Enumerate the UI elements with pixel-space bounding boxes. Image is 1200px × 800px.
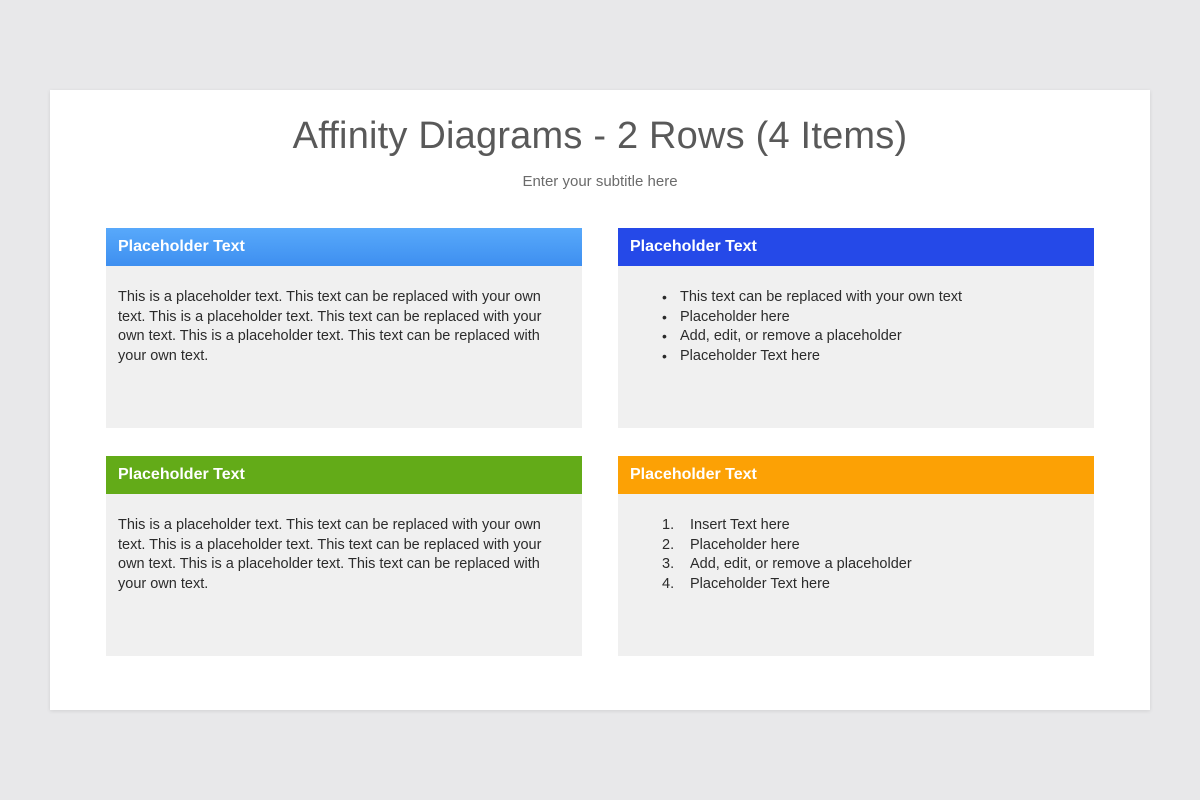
affinity-grid [106, 228, 1094, 656]
card-title-1: Placeholder Text [118, 238, 245, 255]
card-header-3 [106, 456, 582, 494]
card-title-4: Placeholder Text [630, 466, 757, 483]
card-paragraph-1: This is a placeholder text. This text can be replaced with your own text. This is a placeholder text. This text can be replaced with your own text. This is a placeholder text. This text can be replaced with your own text. [118, 289, 542, 364]
card-body-2 [618, 266, 1094, 428]
slide-canvas [50, 90, 1150, 710]
affinity-card-2[interactable] [618, 228, 1094, 428]
page-subtitle: Enter your subtitle here [522, 173, 678, 190]
affinity-card-1[interactable] [106, 228, 582, 428]
list-item: Placeholder Text here [690, 575, 830, 592]
card-body-4 [618, 494, 1094, 656]
list-item: • Add, edit, or remove a placeholder [662, 327, 1076, 347]
list-item: • Placeholder here [662, 308, 1076, 328]
affinity-card-3[interactable] [106, 456, 582, 656]
affinity-card-4[interactable] [618, 456, 1094, 656]
card-title-3: Placeholder Text [118, 466, 245, 483]
card-title-2: Placeholder Text [630, 238, 757, 255]
card-bullet-list-2 [630, 288, 1076, 366]
card-header-4 [618, 456, 1094, 494]
list-item: • This text can be replaced with your own text [662, 288, 1076, 308]
card-body-3 [106, 494, 582, 656]
card-body-1 [106, 266, 582, 428]
page-title: Affinity Diagrams - 2 Rows (4 Items) [292, 115, 908, 157]
card-header-1 [106, 228, 582, 266]
list-item: Placeholder here [690, 536, 800, 553]
list-item: Insert Text here [690, 517, 790, 533]
card-numbered-list-4 [630, 516, 1076, 594]
card-paragraph-3: This is a placeholder text. This text can be replaced with your own text. This is a placeholder text. This text can be replaced with your own text. This is a placeholder text. This text can be replaced with your own text. [118, 517, 542, 592]
list-item: Add, edit, or remove a placeholder [690, 556, 912, 572]
card-header-2 [618, 228, 1094, 266]
list-item: • Placeholder Text here [662, 347, 1076, 367]
